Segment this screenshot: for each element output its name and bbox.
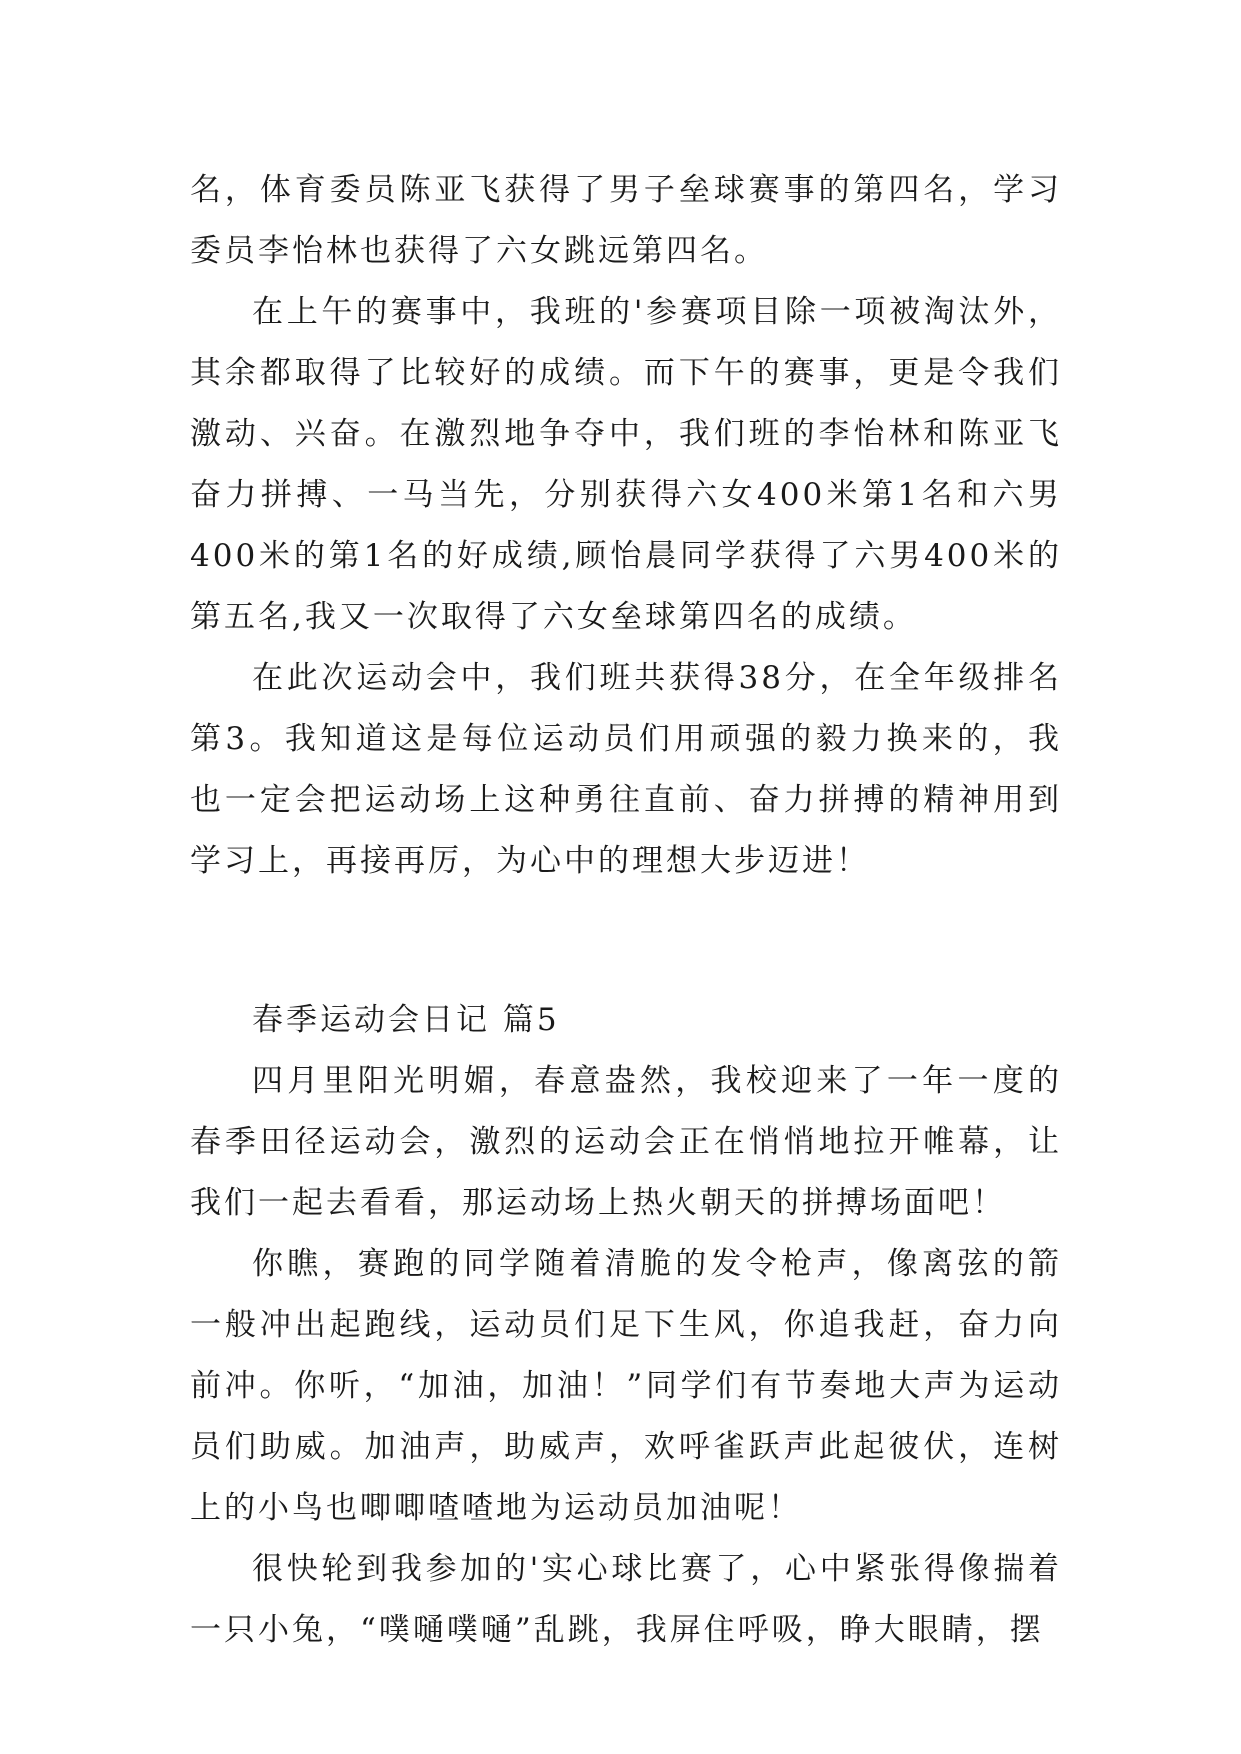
paragraph: 你瞧，赛跑的同学随着清脆的发令枪声，像离弦的箭一般冲出起跑线，运动员们足下生风，你追我赶，奋力向前冲。你听，“加油，加油！”同学们有节奏地大声为运动员们助威。加油声，助威声，欢呼雀跃声此起彼伏，连树上的小鸟也唧唧喳喳地为运动员加油呢！	[190, 1246, 1062, 1526]
section-spacer	[190, 892, 1062, 990]
section-title: 春季运动会日记 篇5	[252, 1002, 560, 1038]
paragraph: 在上午的赛事中，我班的'参赛项目除一项被淘汰外，其余都取得了比较好的成绩。而下午的赛事，更是令我们激动、兴奋。在激烈地争夺中，我们班的李怡林和陈亚飞奋力拼搏、一马当先，分别获得六女400米第1名和六男400米的第1名的好成绩,顾怡晨同学获得了六男400米的第五名,我又一次取得了六女垒球第四名的成绩。	[190, 294, 1062, 635]
paragraph: 四月里阳光明媚，春意盎然，我校迎来了一年一度的春季田径运动会，激烈的运动会正在悄悄地拉开帷幕，让我们一起去看看，那运动场上热火朝天的拼搏场面吧！	[190, 1063, 1062, 1221]
paragraph-continued: 名，体育委员陈亚飞获得了男子垒球赛事的第四名，学习委员李怡林也获得了六女跳远第四名。	[190, 172, 1062, 269]
paragraph: 在此次运动会中，我们班共获得38分，在全年级排名第3。我知道这是每位运动员们用顽强的毅力换来的，我也一定会把运动场上这种勇往直前、奋力拼搏的精神用到学习上，再接再厉，为心中的理想大步迈进！	[190, 660, 1062, 879]
paragraph: 很快轮到我参加的'实心球比赛了，心中紧张得像揣着一只小兔，“噗嗵噗嗵”乱跳，我屏住呼吸，睁大眼睛，摆	[190, 1551, 1062, 1648]
document-body	[190, 160, 1062, 1661]
